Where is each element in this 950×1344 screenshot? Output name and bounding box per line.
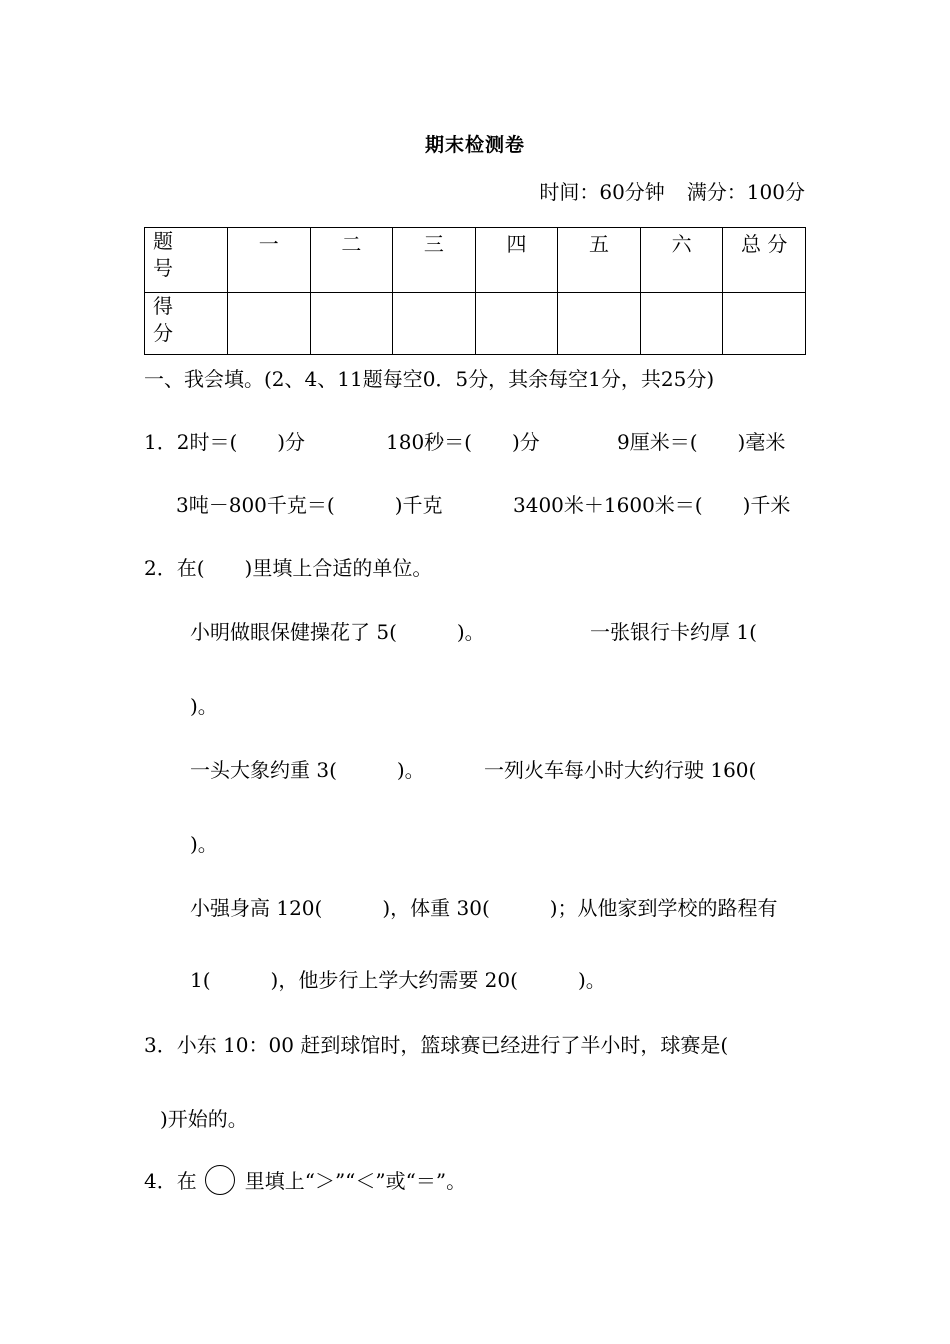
col-header: 二 <box>310 228 393 293</box>
q3-line-b: )开始的。 <box>160 1107 248 1131</box>
circle-blank-icon <box>205 1165 235 1195</box>
score-cell[interactable] <box>475 293 558 355</box>
q4-suffix: 里填上“＞”“＜”或“＝”。 <box>244 1169 467 1193</box>
score-cell[interactable] <box>228 293 311 355</box>
q2-line1-a: 小明做眼保健操花了 5( )。 <box>190 620 485 644</box>
score-table-score-row <box>145 293 806 355</box>
q1-item-c: 9厘米＝( )毫米 <box>617 430 786 454</box>
q2-line1-b: 一张银行卡约厚 1( <box>590 620 757 644</box>
section-heading: 一、我会填。(2、4、11题每空0．5分，其余每空1分，共25分) <box>144 367 715 391</box>
q1-item-b: 180秒＝( )分 <box>386 430 540 454</box>
col-header: 一 <box>228 228 311 293</box>
col-header-total: 总 分 <box>723 228 806 293</box>
q2-line1-c: )。 <box>190 694 218 718</box>
col-header: 六 <box>640 228 723 293</box>
row-label-char: 号 <box>153 256 173 280</box>
score-table-header-row <box>145 228 806 293</box>
q4-line <box>144 1167 466 1195</box>
score-cell[interactable] <box>640 293 723 355</box>
row-label-char: 题 <box>153 229 173 253</box>
q2-line3-b: 1( )，他步行上学大约需要 20( )。 <box>190 968 606 992</box>
page-title: 期末检测卷 <box>424 134 525 156</box>
exam-meta <box>539 176 805 205</box>
row-label-char: 得 <box>153 294 173 318</box>
q1-item-d: 3吨－800千克＝( )千克 <box>176 493 443 517</box>
row-label-char: 分 <box>153 321 173 345</box>
time-limit: 时间：60分钟 <box>539 180 665 204</box>
q2-line2-a: 一头大象约重 3( )。 <box>190 758 425 782</box>
score-cell[interactable] <box>310 293 393 355</box>
q1-item-a: 1．2时＝( )分 <box>144 430 306 454</box>
col-header: 四 <box>475 228 558 293</box>
q2-line2-b: 一列火车每小时大约行驶 160( <box>484 758 757 782</box>
col-header: 三 <box>393 228 476 293</box>
score-cell[interactable] <box>393 293 476 355</box>
row-label-question-number <box>145 228 228 293</box>
score-cell-total[interactable] <box>723 293 806 355</box>
q3-line-a: 3．小东 10：00 赶到球馆时，篮球赛已经进行了半小时，球赛是( <box>144 1033 729 1057</box>
col-header: 五 <box>558 228 641 293</box>
full-score: 满分：100分 <box>686 180 805 204</box>
q4-prefix: 4．在 <box>144 1169 197 1193</box>
q2-stem: 2．在( )里填上合适的单位。 <box>144 556 433 580</box>
row-label-score <box>145 293 228 355</box>
score-cell[interactable] <box>558 293 641 355</box>
q1-item-e: 3400米＋1600米＝( )千米 <box>513 493 791 517</box>
q2-line3-a: 小强身高 120( )，体重 30( )；从他家到学校的路程有 <box>190 896 778 920</box>
q2-line2-c: )。 <box>190 832 218 856</box>
score-table <box>144 227 806 355</box>
